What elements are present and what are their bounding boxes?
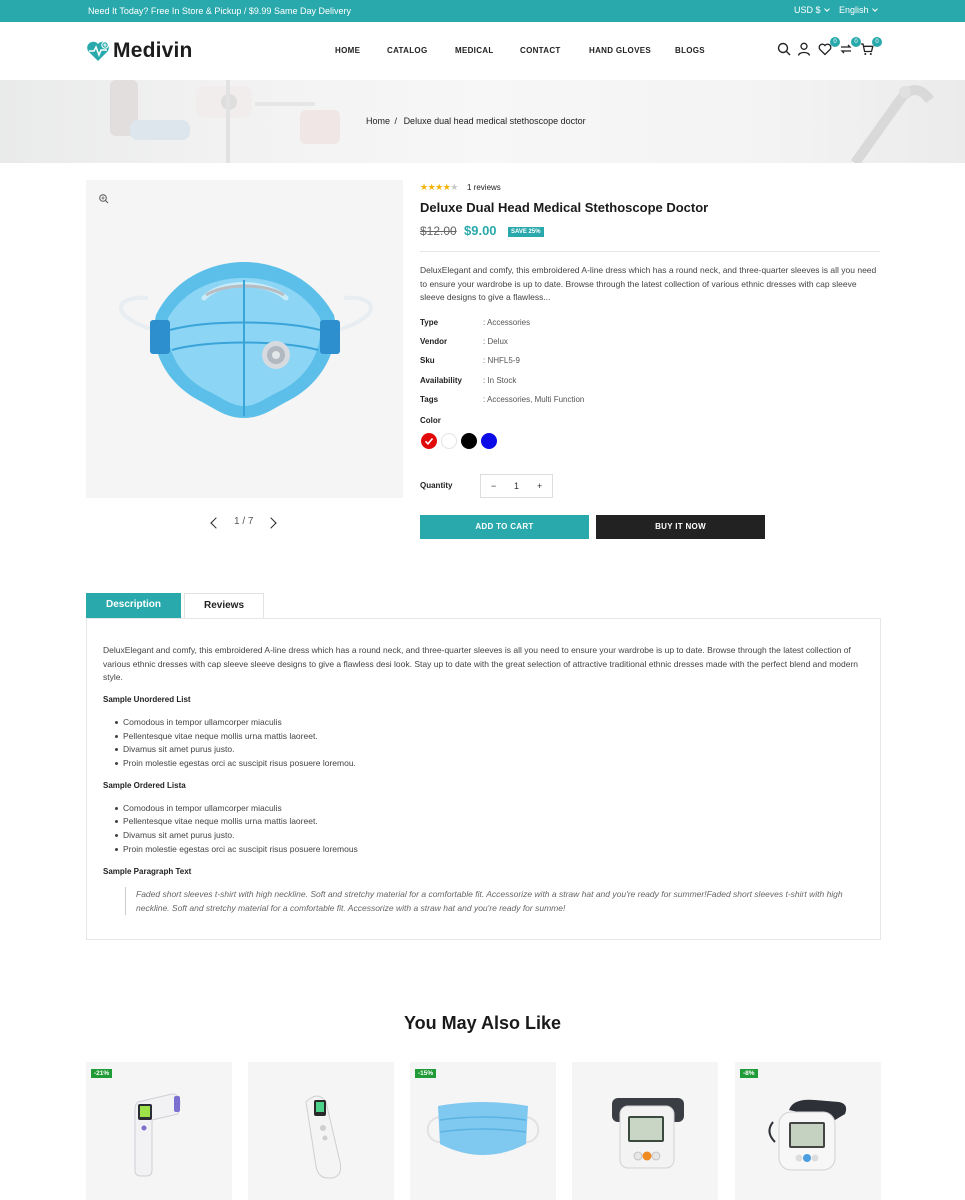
nav-contact[interactable]: CONTACT [520,46,561,55]
list-item: Proin molestie egestas orci ac suscipit risus posuere loremous [123,844,358,854]
heart-pulse-logo-icon [86,40,110,62]
related-product-card[interactable] [410,1062,556,1200]
cart-icon[interactable] [860,39,879,58]
color-swatch-red[interactable] [421,433,437,449]
top-bar [0,0,965,22]
star-icon: ★ [442,182,451,192]
breadcrumb [366,116,586,126]
plus-icon[interactable]: + [537,481,543,491]
related-product-card[interactable] [248,1062,394,1200]
reviews-count[interactable]: 1 reviews [467,183,501,192]
nav-medical[interactable]: MEDICAL [455,46,494,55]
save-badge: SAVE 25% [508,227,544,237]
unordered-list-heading: Sample Unordered List [103,695,191,704]
breadcrumb-home[interactable]: Home [366,116,391,126]
tab-description[interactable]: Description [86,593,181,618]
minus-icon[interactable]: − [491,481,497,491]
header [0,22,965,80]
list-item: Comodous in tempor ullamcorper miaculis [123,717,282,727]
meta-type-label: Type [420,318,439,327]
product-title: Deluxe Dual Head Medical Stethoscope Doctor [420,200,709,215]
logo[interactable] [86,39,193,63]
discount-badge: -15% [415,1069,436,1078]
description-intro: DeluxElegant and comfy, this embroidered A-line dress which has a round neck, and three-quarter sleeves is all you need to ensure your wardrobe is up to date. Browse through the latest collection of various ethnic dresses with cap sleeve sleeve designs to give a flawless desi look. Stay up to date with the great selection of attractive traditional ethnic dresses made with the perfect blend and modern style. [103,645,859,683]
breadcrumb-separator: / [394,116,398,126]
language-label: English [839,5,869,15]
nav-blogs[interactable]: BLOGS [675,46,705,55]
meta-availability-value: : In Stock [483,376,517,385]
related-product-card[interactable] [572,1062,718,1200]
related-product-card[interactable] [86,1062,232,1200]
promo-text: Need It Today? Free In Store & Pickup / $9.99 Same Day Delivery [88,6,351,16]
check-icon [421,433,437,449]
currency-selector[interactable] [794,5,829,15]
related-product-card[interactable] [735,1062,881,1200]
list-item: Comodous in tempor ullamcorper miaculis [123,803,282,813]
blockquote-text: Faded short sleeves t-shirt with high neckline. Soft and stretchy material for a comfortable fit. Accessorize with a straw hat and you're ready for summer!Faded short sleeves t-shirt with high neckline. Soft and stretchy material for a comfortable fit. Accessorize with a straw hat and you're ready for summe! [136,889,843,913]
rating-stars [420,182,458,193]
wishlist-icon[interactable] [818,39,837,58]
blockquote [125,887,855,915]
short-description: DeluxElegant and comfy, this embroidered A-line dress which has a round neck, and three-quarter sleeves is all you need to ensure your wardrobe is up to date. Browse through the latest collection of various ethnic dresses with cap sleeve sleeve designs to give a flawless... [420,265,877,302]
face-mask-image [86,180,403,498]
list-item: Proin molestie egestas orci ac suscipit risus posuere loremou. [123,758,356,768]
compare-icon[interactable] [839,39,858,58]
wishlist-count: 0 [830,37,840,47]
list-item: Pellentesque vitae neque mollis urna mattis laoreet. [123,731,318,741]
old-price: $12.00 [420,224,457,238]
ordered-list-heading: Sample Ordered Lista [103,781,186,790]
star-icon: ★ [435,182,443,192]
star-icon: ★ [427,182,436,192]
gallery-current: 1 [234,516,240,527]
infrared-thermometer-icon [86,1062,232,1200]
blood-pressure-monitor-icon [735,1062,881,1200]
divider [420,251,880,252]
meta-availability-label: Availability [420,376,462,385]
star-empty-icon: ★ [450,182,458,192]
gallery-prev-arrow-icon[interactable] [210,517,221,528]
nav-home[interactable]: HOME [335,46,361,55]
meta-sku-value: : NHFL5-9 [483,356,520,365]
list-item: Pellentesque vitae neque mollis urna mattis laoreet. [123,816,318,826]
search-icon[interactable] [777,42,793,58]
cart-count: 0 [872,37,882,47]
meta-tags-value: : Accessories, Multi Function [483,395,585,404]
meta-type-value: : Accessories [483,318,531,327]
quantity-label: Quantity [420,481,453,490]
color-swatch-white[interactable] [441,433,457,449]
face-mask-icon [410,1062,556,1200]
meta-tags-label: Tags [420,395,439,404]
meta-vendor-label: Vendor [420,337,448,346]
color-swatch-blue[interactable] [481,433,497,449]
chevron-down-icon [872,6,878,12]
nav-catalog[interactable]: CATALOG [387,46,428,55]
color-label: Color [420,416,441,425]
ear-thermometer-icon [248,1062,394,1200]
add-to-cart-button[interactable]: ADD TO CART [420,515,589,539]
meta-vendor-value: : Delux [483,337,508,346]
star-icon: ★ [420,182,428,192]
breadcrumb-banner [0,80,965,163]
blood-pressure-monitor-icon [572,1062,718,1200]
product-gallery[interactable] [86,180,403,498]
buy-now-button[interactable]: BUY IT NOW [596,515,765,539]
color-swatch-black[interactable] [461,433,477,449]
current-price: $9.00 [464,223,497,238]
gallery-total: 7 [247,516,254,527]
gallery-pager [234,516,253,527]
paragraph-heading: Sample Paragraph Text [103,867,192,876]
breadcrumb-current: Deluxe dual head medical stethoscope doctor [403,116,586,126]
meta-sku-label: Sku [420,356,435,365]
related-title: You May Also Like [403,1013,562,1033]
quantity-stepper [480,474,553,498]
nav-hand-gloves[interactable]: HAND GLOVES [589,46,651,55]
tab-reviews[interactable]: Reviews [184,593,264,618]
quantity-value[interactable]: 1 [514,481,520,491]
gallery-next-arrow-icon[interactable] [265,517,276,528]
logo-text: Medivin [113,39,193,62]
compare-count: 0 [851,37,861,47]
discount-badge: -21% [91,1069,112,1078]
discount-badge: -8% [740,1069,758,1078]
currency-label: USD $ [794,5,821,15]
gallery-separator: / [242,516,246,527]
list-item: Divamus sit amet purus justo. [123,744,235,754]
list-item: Divamus sit amet purus justo. [123,830,235,840]
language-selector[interactable] [839,5,877,15]
chevron-down-icon [824,6,830,12]
account-icon[interactable] [797,42,813,58]
